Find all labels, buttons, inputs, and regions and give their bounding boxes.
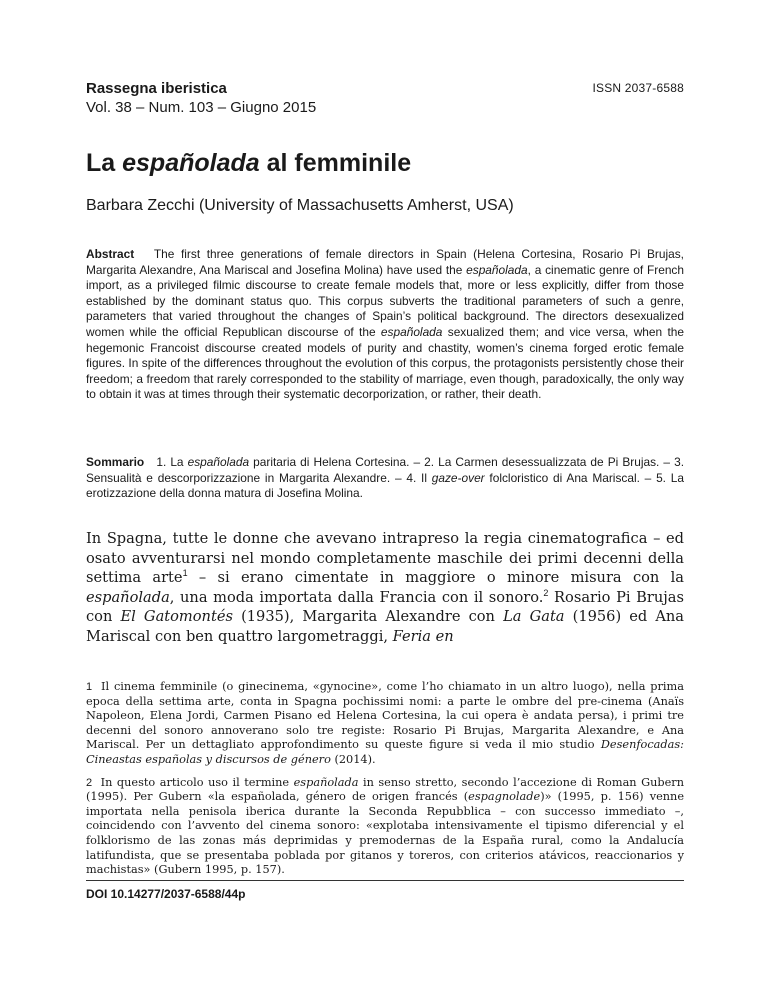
abstract-label: Abstract — [86, 247, 135, 261]
footnote-text: Il cinema femminile (o ginecinema, «gynocine», come l’ho chiamato in un altro luogo), nella prima epoca della settima arte, conta in Spagna pochissimi nomi: a parte le ombre del pre-cinema (Anaïs Napoleon, Elena Jordi, Carmen Pisano ed Helena Cortesina, la cui opera è andata persa), i primi tre decenni del sonoro annoverano solo tre registe: Rosario Pi Brujas, Margarita Alexandre, e Ana Mariscal. Per un dettagliato approfondimento su queste figure si veda il mio studio — [86, 680, 684, 752]
footnotes — [86, 680, 684, 886]
sommario-italic: españolada — [187, 455, 250, 469]
body-text: In Spagna, tutte le donne che avevano intrapreso la regia cinematografica – ed osato avventurarsi nel mondo completamente maschile dei primi decenni della settima arte — [86, 530, 684, 586]
body-italic: El Gatomontés — [120, 608, 233, 625]
abstract-text: sexualized them; and vice versa, when the hegemonic Francoist discourse created models of purity and chastity, women’s cinema forged erotic female figures. In spite of the differences throughout the evolution of this corpus, the protagonists persistently chose their freedom; a freedom that rarely corresponded to the stability of marriage, even though, paradoxically, the only way to obtain it was at times through their systematic decorporization, or rather, their death. — [86, 324, 684, 402]
footnote-1 — [86, 680, 684, 768]
abstract-text: , a cinematic genre of French import, as a privileged filmic discourse to create female models that, more or less explicitly, differ from those established by the dominant status quo. This corpus subverts the traditional parameters of such a genre, parameters that varied throughout the changes of Spain’s political background. The directors desexualized women while the official Republican discourse of the — [86, 262, 684, 339]
footnote-text: In questo articolo uso il termine — [100, 775, 294, 789]
author-line: Barbara Zecchi (University of Massachusetts Amherst, USA) — [86, 197, 514, 214]
title-italic: españolada — [122, 149, 260, 177]
footnote-ref-1[interactable]: 1 — [182, 568, 188, 579]
footnote-2 — [86, 776, 684, 878]
footnote-italic: espagnolade — [468, 790, 541, 804]
body-text: (1935), Margarita Alexandre con — [232, 608, 504, 625]
sommario-text: paritaria di Helena Cortesina. – 2. La Carmen desessualizzata de Pi Brujas. – 3. Sensualità e descorporizzazione in Margarita Alexandre. – 4. Il — [86, 455, 685, 485]
footnote-italic: Desenfocadas: Cineastas españolas y discursos de género — [86, 738, 684, 766]
abstract-text: The first three generations of female directors in Spain (Helena Cortesina, Rosario Pi Brujas, Margarita Alexandre, Ana Mariscal and Josefina Molina) have used the — [86, 247, 684, 277]
body-italic: españolada — [86, 588, 170, 606]
footer-rule — [86, 880, 684, 881]
sommario-text: 1. La — [156, 455, 188, 469]
footnote-italic: españolada — [293, 775, 359, 789]
sommario-text: folcloristico di Ana Mariscal. – 5. La erotizzazione della donna matura di Josefina Molina. — [86, 470, 684, 501]
abstract-italic: españolada — [380, 324, 443, 339]
body-text: Rosario Pi Brujas con — [86, 588, 684, 625]
article-title — [86, 148, 411, 178]
body-text: , una moda importata dalla Francia con il sonoro. — [169, 588, 544, 606]
title-part: al femminile — [259, 149, 412, 177]
body-italic: La Gata — [503, 608, 565, 625]
footnote-text: )» (1995, p. 156) venne importata nella penisola iberica durante la Seconda Repubblica – con successo immediato –, coincidendo con l’avvento del cinema sonoro: «explotaba intensivamente el tipismo diferencial y el folklorismo de las zonas más deprimidas y premodernas de la España rural, como la Andalucía latifundista, que se presentaba poblada por gitanos y toreros, con criterios atávicos, reaccionarios y machistas» (Gubern 1995, p. 157). — [86, 790, 684, 877]
doi[interactable]: DOI 10.14277/2037-6588/44p — [86, 887, 246, 901]
journal-issue: Vol. 38 – Num. 103 – Giugno 2015 — [86, 99, 317, 116]
body-paragraph — [86, 529, 684, 646]
footnote-number: 1 — [86, 681, 93, 693]
abstract-italic: españolada — [466, 262, 528, 277]
sommario-italic: gaze-over — [431, 470, 485, 485]
title-part: La — [86, 149, 123, 177]
sommario-label: Sommario — [86, 455, 145, 469]
journal-name: Rassegna iberistica — [86, 80, 227, 97]
footnote-text: (2014). — [330, 752, 376, 766]
issn: ISSN 2037-6588 — [592, 81, 684, 95]
footnote-text: in senso stretto, secondo l’accezione di Roman Gubern (1995). Per Gubern «la españolada, género de origen francés ( — [86, 775, 684, 804]
sommario — [86, 455, 684, 502]
footnote-ref-2[interactable]: 2 — [543, 587, 549, 598]
body-text: – si erano cimentate in maggiore o minore misura con la — [187, 569, 684, 586]
footnote-number: 2 — [86, 776, 93, 789]
body-italic: Feria en — [392, 627, 454, 645]
body-text: (1956) ed Ana Mariscal con ben quattro largometraggi, — [86, 608, 685, 645]
abstract — [86, 247, 684, 403]
